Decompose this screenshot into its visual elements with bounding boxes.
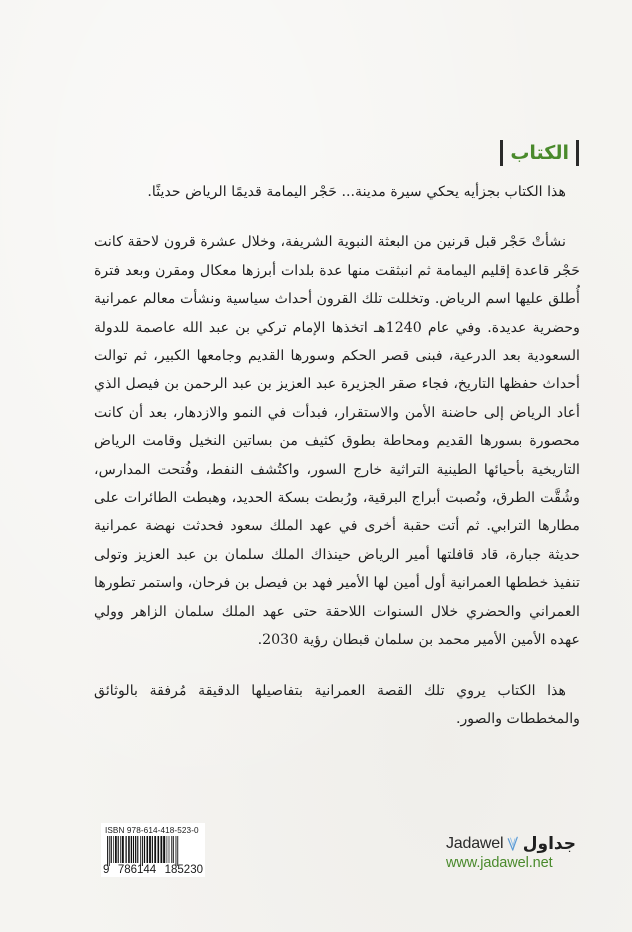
barcode-bar (158, 836, 160, 863)
barcode-bar (169, 836, 170, 863)
blurb-lead-paragraph: هذا الكتاب بجزأيه يحكي سيرة مدينة... حَجْر اليمامة قديمًا الرياض حديثًا. (147, 184, 566, 200)
section-title: الكتاب (510, 142, 569, 164)
isbn-label: ISBN 978-614-418-523-0 (105, 826, 199, 835)
barcode-bar (167, 836, 168, 863)
barcode-bar (144, 836, 145, 863)
barcode-bar (171, 836, 172, 863)
header-divider-bar-right (576, 140, 579, 166)
barcode-bar (142, 836, 143, 866)
barcode-bar (115, 836, 117, 863)
publisher-logo-block (446, 833, 576, 871)
barcode-bar (111, 836, 112, 863)
publisher-wordmark (446, 833, 576, 855)
publisher-url: www.jadawel.net (446, 855, 553, 871)
barcode-digits-group-2: 185230 (164, 864, 203, 876)
blurb-body (94, 178, 580, 733)
barcode-digit-first: 9 (103, 864, 110, 876)
barcode-bar (137, 836, 138, 863)
barcode-bar (135, 836, 136, 863)
barcode-digits (103, 864, 203, 877)
barcode-bar (152, 836, 153, 863)
barcode-bar (160, 836, 162, 863)
barcode-bar (113, 836, 114, 863)
barcode-bar (154, 836, 156, 863)
barcode-bar (122, 836, 124, 863)
barcode-bars (103, 836, 203, 866)
barcode-bar (147, 836, 149, 863)
header-divider-bar-left (500, 140, 503, 166)
barcode-digits-group-1: 786144 (117, 864, 157, 876)
publisher-name-latin: Jadawel (446, 835, 504, 852)
barcode-bar (107, 836, 108, 866)
barcode-bar (118, 836, 119, 863)
barcode-bar (176, 836, 177, 866)
isbn-barcode (101, 823, 205, 877)
water-stream-v-icon (506, 834, 519, 854)
publisher-name-arabic: جداول (522, 834, 576, 854)
section-header (500, 140, 579, 166)
barcode-bar (149, 836, 151, 863)
blurb-history-paragraph: نشأتْ حَجْر قبل قرنين من البعثة النبوية الشريفة، وخلال عشرة قرون لاحقة كانت حَجْر قاعدة إقليم اليمامة ثم انبثقت منها عدة بلدات أبرزها معكال ومقرن وبعد فترة أُطلق عليها اسم الرياض. وتخللت تلك القرون أحداث سياسية ونشأت معالم عمرانية وحضرية عديدة. وفي عام 1240هـ اتخذها الإمام تركي بن عبد الله عاصمة للدولة السعودية بعد الدرعية، فبنى قصر الحكم وسورها القديم وجامعها الكبير، ثم توالت أحداث حفظها التاريخ، فجاء صقر الجزيرة عبد العزيز بن عبد الرحمن بن فيصل الذي أعاد الرياض إلى حاضنة الأمن والاستقرار، فبدأت في النمو والازدهار، بعد أن كانت محصورة بسورها القديم ومحاطة بطوق كثيف من بساتين النخيل وقامت الرياض التاريخية بأحيائها الطينية التراثية خارج السور، واكتُشف النفط، وفُتحت المدارس، وشُقَّت الطرق، ونُصبت أبراج البرقية، ورُبطت بسكة الحديد، وهبطت الطائرات على مطارها الترابي. ثم أتت حقبة أخرى في عهد الملك سعود فحدثت نهضة عمرانية حديثة جبارة، قاد قافلتها أمير الرياض حينذاك الملك سلمان بن عبد العزيز وتولى تنفيذ خططها العمرانية أول أمين لها الأمير فهد بن فيصل بن فرحان، واستمر تطورها العمراني والحضري خلال السنوات اللاحقة حتى عهد الملك سلمان الزاهر وولي عهده الأمين الأمير محمد بن سلمان قبطان رؤية 2030. (94, 234, 580, 649)
barcode-bar (133, 836, 134, 863)
barcode-bar (140, 836, 141, 866)
blurb-closing-paragraph: هذا الكتاب يروي تلك القصة العمرانية بتفاصيلها الدقيقة مُرفقة بالوثائق والمخططات والصور. (94, 682, 580, 727)
barcode-bar (173, 836, 174, 863)
barcode-bar (109, 836, 110, 866)
barcode-bar (163, 836, 165, 863)
barcode-bar (128, 836, 130, 863)
barcode-bar (131, 836, 132, 863)
barcode-bar (120, 836, 121, 863)
barcode-bar (177, 836, 178, 866)
barcode-bar (126, 836, 127, 863)
